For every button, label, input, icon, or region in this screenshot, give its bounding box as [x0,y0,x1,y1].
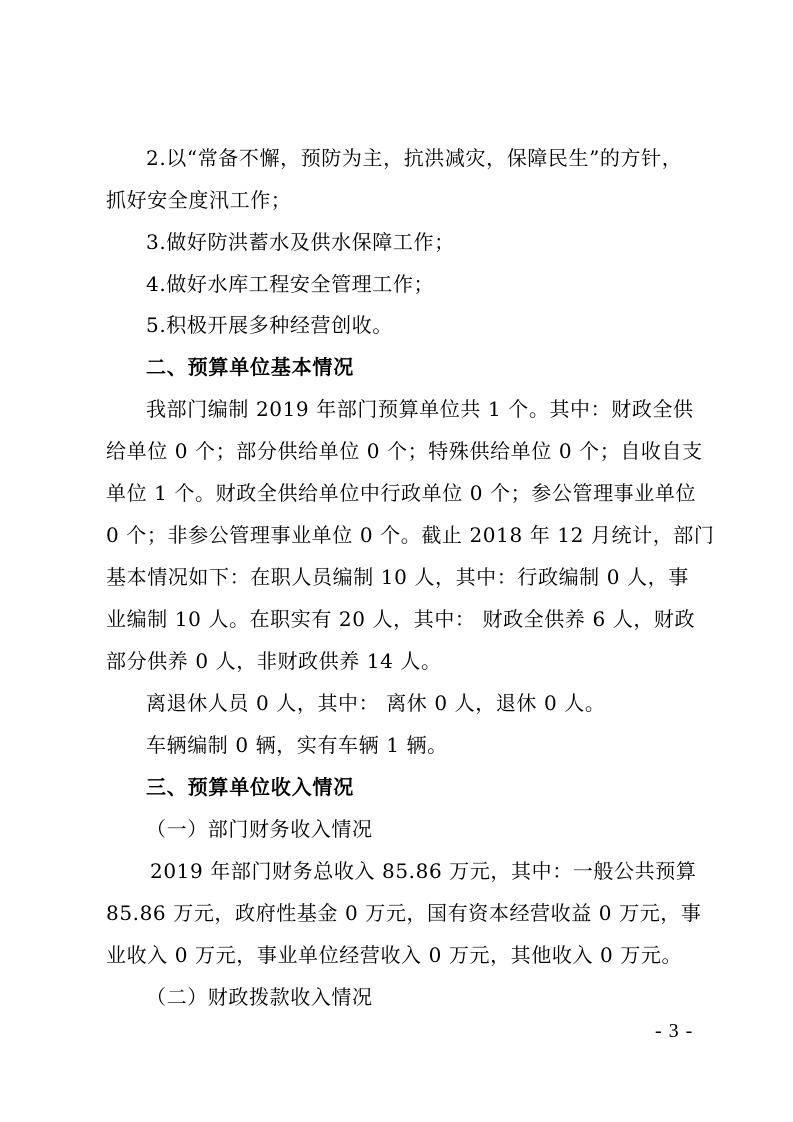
section-heading-2: 二、预算单位基本情况 [146,355,354,379]
paragraph-line: 给单位 0 个；部分供给单位 0 个；特殊供给单位 0 个；自收自支 [106,439,703,463]
paragraph-line: 2019 年部门财务总收入 85.86 万元，其中：一般公共预算 [150,859,697,883]
retired-staff-line: 离退休人员 0 人，其中： 离休 0 人，退休 0 人。 [146,691,606,715]
list-item-5: 5.积极开展多种经营创收。 [146,313,393,337]
paragraph-line: 单位 1 个。财政全供给单位中行政单位 0 个；参公管理事业单位 [106,481,697,505]
list-item-3: 3.做好防洪蓄水及供水保障工作； [146,230,455,254]
vehicles-line: 车辆编制 0 辆，实有车辆 1 辆。 [146,733,448,757]
page-number: - 3 - [655,1020,694,1042]
list-item-2-line-1: 2.以“常备不懈，预防为主，抗洪减灾，保障民生”的方针， [146,146,683,170]
paragraph-line: 我部门编制 2019 年部门预算单位共 1 个。其中：财政全供 [146,397,694,421]
subsection-heading-2: （二）财政拨款收入情况 [146,985,373,1009]
paragraph-line: 85.86 万元，政府性基金 0 万元，国有资本经营收益 0 万元，事 [106,901,702,925]
paragraph-line: 基本情况如下：在职人员编制 10 人，其中：行政编制 0 人，事 [106,565,689,589]
subsection-heading-1: （一）部门财务收入情况 [146,817,373,841]
list-item-2-line-2: 抓好安全度汛工作； [106,188,292,212]
paragraph-line: 业收入 0 万元，事业单位经营收入 0 万元，其他收入 0 万元。 [106,943,683,967]
list-item-4: 4.做好水库工程安全管理工作； [146,272,435,296]
paragraph-line: 部分供养 0 人，非财政供养 14 人。 [106,649,442,673]
section-heading-3: 三、预算单位收入情况 [146,775,354,799]
paragraph-line: 业编制 10 人。在职实有 20 人，其中： 财政全供养 6 人，财政 [106,607,696,631]
paragraph-line: 0 个；非参公管理事业单位 0 个。截止 2018 年 12 月统计，部门 [106,523,715,547]
